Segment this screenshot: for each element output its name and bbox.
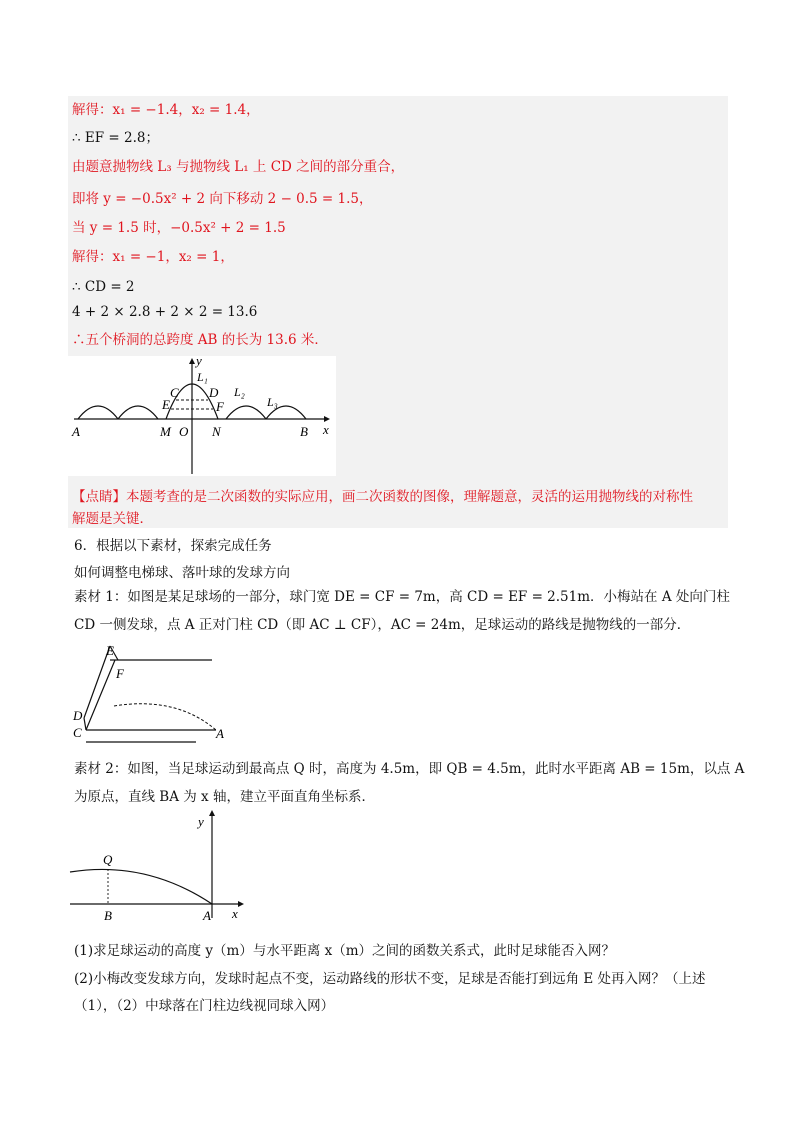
label-C: C — [73, 725, 82, 740]
y-axis-arrow — [189, 358, 195, 364]
label-y: y — [198, 814, 204, 829]
task-2-line1: (2)小梅改变发球方向，发球时起点不变，运动路线的形状不变，足球是否能打到远角 E 处再入网？（上述 — [74, 971, 706, 987]
solution-text: 4 + 2 × 2.8 + 2 × 2 = 13.6 — [72, 304, 258, 320]
label-A: A — [203, 908, 211, 923]
comment-text: 解题是关键． — [72, 511, 153, 527]
label-F: F — [216, 399, 224, 414]
solution-line-8 — [72, 303, 257, 321]
solution-line-2 — [72, 129, 159, 147]
label-D: D — [209, 385, 219, 400]
label-D: D — [73, 708, 83, 723]
solution-line-3 — [72, 158, 404, 176]
arch-2 — [118, 406, 158, 419]
y-axis-arrow — [209, 810, 215, 816]
task-2-line2: （1），（2）中球落在门柱边线视同球入网） — [74, 998, 335, 1014]
goal-figure — [66, 640, 236, 750]
solution-line-5 — [72, 219, 286, 237]
label-N: N — [212, 424, 221, 439]
label-O: O — [179, 424, 189, 439]
solution-line-7 — [72, 278, 135, 296]
label-A: A — [72, 424, 80, 439]
label-E: E — [162, 397, 170, 412]
comment-line-1 — [72, 488, 693, 506]
task-1: (1)求足球运动的高度 y（m）与水平距离 x（m）之间的函数关系式，此时足球能否入网？ — [74, 943, 616, 959]
comment-text: 【点睛】本题考查的是二次函数的实际应用，画二次函数的图像，理解题意，灵活的运用抛物线的对称性 — [72, 489, 693, 505]
label-F: F — [116, 666, 124, 681]
solution-line-1 — [72, 101, 260, 119]
solution-line-4 — [72, 190, 373, 208]
solution-line-6 — [72, 248, 234, 266]
solution-text: ∴ EF = 2.8； — [72, 130, 159, 146]
label-Q: Q — [103, 852, 113, 867]
solution-text: ∴ CD = 2 — [72, 279, 135, 295]
material1-line2: CD 一侧发球，点 A 正对门柱 CD（即 AC ⊥ CF），AC = 24m，足球运动的路线是抛物线的一部分． — [74, 617, 691, 633]
post-fc-line — [86, 660, 115, 730]
material2-line2: 为原点，直线 BA 为 x 轴，建立平面直角坐标系． — [74, 789, 375, 805]
label-L2: L₂ — [234, 385, 245, 399]
question-subtitle: 如何调整电梯球、落叶球的发球方向 — [74, 565, 290, 581]
arch-1 — [78, 406, 118, 419]
post-dc — [84, 718, 86, 730]
solution-text: 解得：x₁ = −1.4，x₂ = 1.4， — [72, 102, 260, 118]
label-L1: L₁ — [197, 370, 208, 384]
arch-4 — [226, 406, 266, 419]
solution-line-9 — [72, 331, 328, 349]
label-x: x — [232, 906, 238, 921]
trajectory-figure — [66, 808, 256, 928]
solution-text: 由题意抛物线 L₃ 与抛物线 L₁ 上 CD 之间的部分重合， — [72, 159, 405, 175]
solution-text: 解得：x₁ = −1，x₂ = 1， — [72, 249, 234, 265]
solution-text: 即将 y = −0.5x² + 2 向下移动 2 − 0.5 = 1.5， — [72, 191, 373, 207]
comment-line-2 — [72, 510, 153, 528]
ball-path — [114, 704, 216, 730]
question-title: 6．根据以下素材，探索完成任务 — [74, 538, 272, 554]
label-A: A — [216, 726, 224, 741]
bridge-figure — [68, 356, 336, 476]
label-M: M — [160, 424, 171, 439]
bridge-diagram — [68, 356, 336, 476]
solution-text: 当 y = 1.5 时，−0.5x² + 2 = 1.5 — [72, 220, 286, 236]
x-axis-arrow — [238, 901, 244, 907]
label-B: B — [300, 424, 308, 439]
material1-line1: 素材 1：如图是某足球场的一部分，球门宽 DE = CF = 7m，高 CD = EF = 2.51m．小梅站在 A 处向门柱 — [74, 589, 730, 605]
label-B: B — [104, 908, 112, 923]
material2-line1: 素材 2：如图，当足球运动到最高点 Q 时，高度为 4.5m，即 QB = 4.5m，此时水平距离 AB = 15m，以点 A — [74, 761, 745, 777]
label-y: y — [196, 356, 202, 368]
trajectory-curve — [70, 869, 212, 904]
solution-text: ∴五个桥洞的总跨度 AB 的长为 13.6 米． — [72, 332, 328, 348]
label-L3: L₃ — [267, 395, 278, 409]
label-C: C — [170, 385, 179, 400]
label-E: E — [106, 643, 114, 658]
label-x: x — [323, 422, 329, 437]
